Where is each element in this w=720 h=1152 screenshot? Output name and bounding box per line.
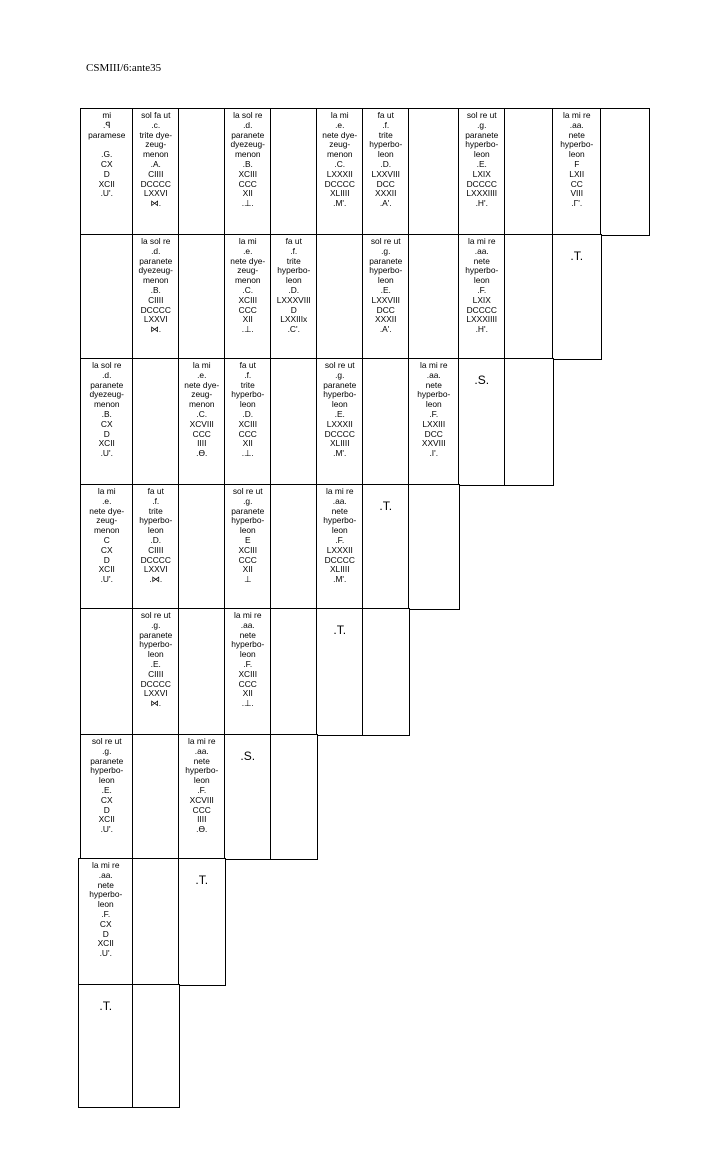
table-cell xyxy=(362,484,410,610)
table-cell xyxy=(270,608,318,736)
table-cell xyxy=(178,858,226,986)
table-cell xyxy=(458,108,506,236)
cell-marker: .T. xyxy=(99,999,113,1013)
table-cell xyxy=(316,234,364,360)
table-cell xyxy=(224,734,272,860)
cell-note: la sol re .d. paranete dyezeug- menon .B. XCIII CCC XII .⊥. xyxy=(230,110,265,209)
table-cell xyxy=(178,358,226,486)
cell-note: fa ut .f. trite hyperbo- leon .D. LXXXVIII D LXXIIIx .C'. xyxy=(276,236,311,335)
cell-note: fa ut .f. trite hyperbo- leon .D. CIIII DCCCC LXXVI .⋈. xyxy=(139,486,173,585)
table-cell xyxy=(224,484,272,610)
cell-marker: .T. xyxy=(570,249,584,263)
cell-marker: .S. xyxy=(240,749,256,763)
table-cell xyxy=(78,858,134,986)
table-cell xyxy=(224,234,272,360)
cell-note: la mi re .aa. nete hyperbo- leon F LXII CC VIII .Γ'. xyxy=(560,110,594,209)
table-cell xyxy=(504,358,554,486)
cell-note: la mi .e. nete dye- zeug- menon .C. LXXXII DCCCC XLIIII .M'. xyxy=(322,110,358,209)
table-cell xyxy=(362,608,410,736)
page-header: CSMIII/6:ante35 xyxy=(86,62,162,74)
cell-marker: .T. xyxy=(195,873,209,887)
cell-note: sol re ut .g. paranete hyperbo- leon .E. CIIII DCCCC LXXVI ⋈. xyxy=(139,610,173,709)
cell-note: sol re ut .g. paranete hyperbo- leon .E. LXIX DCCCC LXXXIIII .H'. xyxy=(465,110,499,209)
cell-note: la mi .e. nete dye- zeug- menon .C. XCIII CCC XII .⊥. xyxy=(230,236,266,335)
cell-note: la mi re .aa. nete hyperbo- leon .F. LXIX DCCCC LXXXIIII .H'. xyxy=(465,236,499,335)
cell-note: la sol re .d. paranete dyezeug- menon .B. CX D XCII .U'. xyxy=(89,360,124,459)
cell-note: la sol re .d. paranete dyezeug- menon .B. CIIII DCCCC LXXVI ⋈. xyxy=(138,236,173,335)
cell-note: sol re ut .g. paranete hyperbo- leon .E. CX D XCII .U'. xyxy=(90,736,124,835)
cell-note: la mi re .aa. nete hyperbo- leon .F. LXXIII DCC XXVIII .I'. xyxy=(417,360,451,459)
table-cell xyxy=(458,234,506,360)
table-cell xyxy=(178,608,226,736)
table-cell xyxy=(316,608,364,736)
table-cell xyxy=(80,358,134,486)
cell-note: la mi re .aa. nete hyperbo- leon .F. CX D XCII .U'. xyxy=(89,860,123,959)
cell-note: sol re ut .g. paranete hyperbo- leon .E. LXXXII DCCCC XLIIII .M'. xyxy=(323,360,357,459)
table-cell xyxy=(132,608,180,736)
cell-note: la mi .e. nete dye- zeug- menon C CX D XCII .U'. xyxy=(89,486,125,585)
table-cell xyxy=(408,234,460,360)
table-cell xyxy=(178,108,226,236)
table-cell xyxy=(78,984,134,1108)
cell-note: la mi re .aa. nete hyperbo- leon .F. XCIII CCC XII .⊥. xyxy=(231,610,265,709)
table-cell xyxy=(132,984,180,1108)
table-cell xyxy=(552,234,602,360)
table-cell xyxy=(362,358,410,486)
table-cell xyxy=(458,358,506,486)
table-cell xyxy=(504,234,554,360)
cell-note: la mi re .aa. nete hyperbo- leon .F. XCVIII CCC IIII .ϴ. xyxy=(185,736,219,835)
table-cell xyxy=(80,608,134,736)
table-cell xyxy=(270,358,318,486)
table-cell xyxy=(316,358,364,486)
table-cell xyxy=(552,108,602,236)
cell-note: la mi re .aa. nete hyperbo- leon .F. LXXXII DCCCC XLIIII .M'. xyxy=(323,486,357,585)
cell-marker: .T. xyxy=(379,499,393,513)
table-cell xyxy=(270,734,318,860)
cell-note: sol re ut .g. paranete hyperbo- leon E XCIII CCC XII ⊥ xyxy=(231,486,265,585)
table-cell xyxy=(132,734,180,860)
cell-note: mi .ꟼ paramese .G. CX D XCII .U'. xyxy=(88,110,126,199)
table-cell xyxy=(224,108,272,236)
table-cell xyxy=(80,234,134,360)
table-cell xyxy=(132,234,180,360)
table-cell xyxy=(224,608,272,736)
table-cell xyxy=(80,484,134,610)
table-cell xyxy=(600,108,650,236)
table-cell xyxy=(80,734,134,860)
table-cell xyxy=(316,108,364,236)
table-cell xyxy=(132,108,180,236)
table-cell xyxy=(504,108,554,236)
cell-note: fa ut .f. trite hyperbo- leon .D. LXXVIII DCC XXXII .A'. xyxy=(369,110,403,209)
table-cell xyxy=(80,108,134,236)
cell-note: la mi .e. nete dye- zeug- menon .C. XCVIII CCC IIII .ϴ. xyxy=(184,360,220,459)
table-cell xyxy=(408,108,460,236)
table-cell xyxy=(362,108,410,236)
table-cell xyxy=(132,858,180,986)
table-cell xyxy=(178,484,226,610)
table-cell xyxy=(408,484,460,610)
table-cell xyxy=(270,234,318,360)
table-cell xyxy=(362,234,410,360)
table-cell xyxy=(178,234,226,360)
table-cell xyxy=(316,484,364,610)
table-cell xyxy=(132,358,180,486)
table-cell xyxy=(270,484,318,610)
cell-marker: .S. xyxy=(474,373,490,387)
cell-note: fa ut .f. trite hyperbo- leon .D. XCIII CCC XII .⊥. xyxy=(231,360,265,459)
cell-note: sol fa ut .c. trite dye- zeug- menon .A. CIIII DCCCC LXXVI ⋈. xyxy=(139,110,173,209)
table-cell xyxy=(132,484,180,610)
table-cell xyxy=(408,358,460,486)
table-cell xyxy=(178,734,226,860)
table-cell xyxy=(224,358,272,486)
cell-note: sol re ut .g. paranete hyperbo- leon .E. LXXVIII DCC XXXII .A'. xyxy=(369,236,403,335)
table-cell xyxy=(270,108,318,236)
cell-marker: .T. xyxy=(333,623,347,637)
